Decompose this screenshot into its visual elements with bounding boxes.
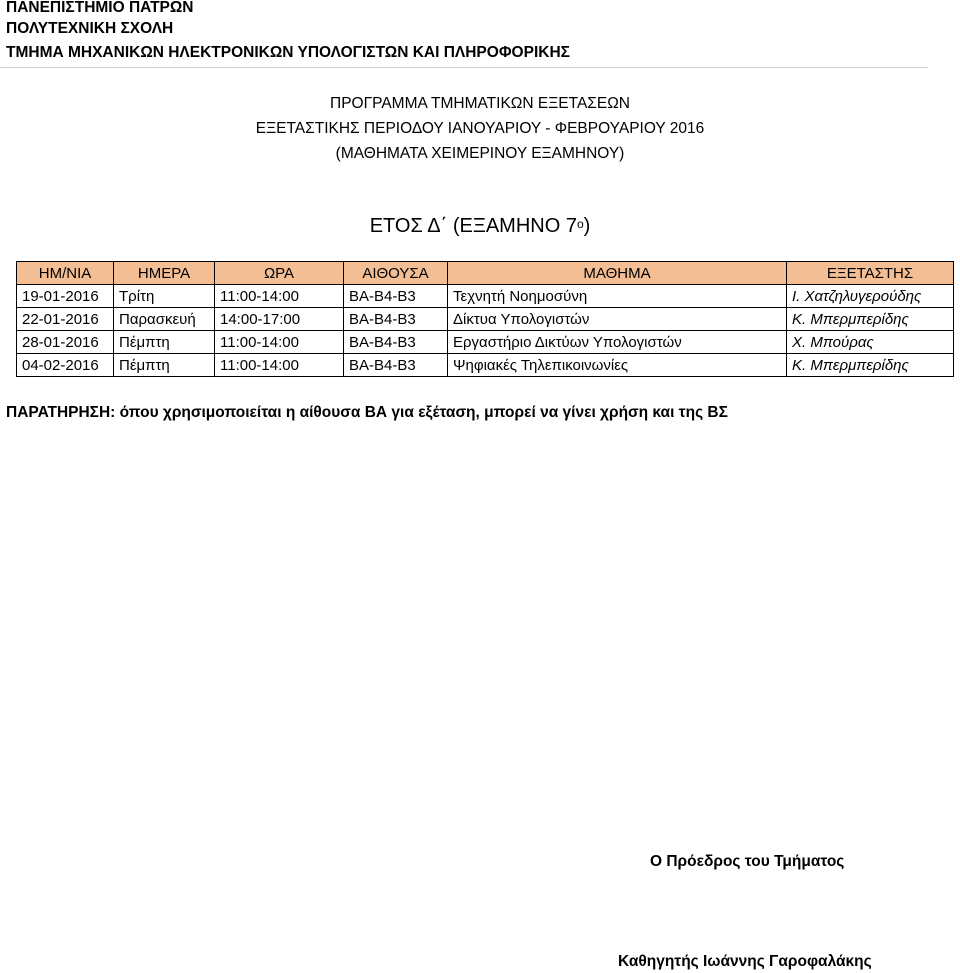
remark-note: ΠΑΡΑΤΗΡΗΣΗ: όπου χρησιμοποιείται η αίθουσα ΒΑ για εξέταση, μπορεί να γίνει χρήση και της ΒΣ — [6, 404, 728, 421]
header-examiner: ΕΞΕΤΑΣΤΗΣ — [787, 262, 954, 285]
course-cell: Τεχνητή Νοημοσύνη — [448, 285, 787, 308]
header-room: ΑΙΘΟΥΣΑ — [344, 262, 448, 285]
year-suffix: ) — [583, 215, 591, 237]
header-course: ΜΑΘΗΜΑ — [448, 262, 787, 285]
day-cell: Πέμπτη — [114, 331, 215, 354]
date-cell: 04-02-2016 — [17, 354, 114, 377]
course-cell: Εργαστήριο Δικτύων Υπολογιστών — [448, 331, 787, 354]
header-date: ΗΜ/ΝΙΑ — [17, 262, 114, 285]
time-cell: 11:00-14:00 — [215, 285, 344, 308]
day-cell: Παρασκευή — [114, 308, 215, 331]
table-row — [17, 308, 954, 331]
signature-name: Καθηγητής Ιωάννης Γαροφαλάκης — [618, 953, 872, 970]
table-header-row — [17, 262, 954, 285]
course-cell: Ψηφιακές Τηλεπικοινωνίες — [448, 354, 787, 377]
header-time: ΩΡΑ — [215, 262, 344, 285]
table-row — [17, 285, 954, 308]
schedule-title: ΠΡΟΓΡΑΜΜΑ ΤΜΗΜΑΤΙΚΩΝ ΕΞΕΤΑΣΕΩΝ — [330, 95, 630, 112]
department-name: ΤΜΗΜΑ ΜΗΧΑΝΙΚΩΝ ΗΛΕΚΤΡΟΝΙΚΩΝ ΥΠΟΛΟΓΙΣΤΩΝ ΚΑΙ ΠΛΗΡΟΦΟΡΙΚΗΣ — [6, 44, 570, 61]
time-cell: 14:00-17:00 — [215, 308, 344, 331]
day-cell: Πέμπτη — [114, 354, 215, 377]
room-cell: ΒΑ-Β4-Β3 — [344, 308, 448, 331]
examiner-cell: Ι. Χατζηλυγερούδης — [787, 285, 954, 308]
table-row — [17, 354, 954, 377]
exam-period: ΕΞΕΤΑΣΤΙΚΗΣ ΠΕΡΙΟΔΟΥ ΙΑΝΟΥΑΡΙΟΥ - ΦΕΒΡΟΥΑΡΙΟΥ 2016 — [255, 120, 705, 137]
header-day: ΗΜΕΡΑ — [114, 262, 215, 285]
time-cell: 11:00-14:00 — [215, 331, 344, 354]
course-cell: Δίκτυα Υπολογιστών — [448, 308, 787, 331]
exam-schedule-table — [16, 261, 954, 377]
date-cell: 28-01-2016 — [17, 331, 114, 354]
signature-role: Ο Πρόεδρος του Τμήματος — [650, 853, 845, 870]
table-row — [17, 331, 954, 354]
year-semester-heading — [0, 214, 960, 238]
room-cell: ΒΑ-Β4-Β3 — [344, 331, 448, 354]
semester-type: (ΜΑΘΗΜΑΤΑ ΧΕΙΜΕΡΙΝΟΥ ΕΞΑΜΗΝΟΥ) — [335, 145, 625, 162]
year-superscript: ο — [576, 217, 584, 231]
year-prefix: ΕΤΟΣ Δ΄ (ΕΞΑΜΗΝΟ 7 — [369, 215, 577, 237]
day-cell: Τρίτη — [114, 285, 215, 308]
header-divider — [0, 67, 928, 68]
room-cell: ΒΑ-Β4-Β3 — [344, 354, 448, 377]
time-cell: 11:00-14:00 — [215, 354, 344, 377]
examiner-cell: Χ. Μπούρας — [787, 331, 954, 354]
examiner-cell: Κ. Μπερμπερίδης — [787, 308, 954, 331]
university-name: ΠΑΝΕΠΙΣΤΗΜΙΟ ΠΑΤΡΩΝ — [6, 0, 194, 16]
room-cell: ΒΑ-Β4-Β3 — [344, 285, 448, 308]
examiner-cell: Κ. Μπερμπερίδης — [787, 354, 954, 377]
date-cell: 19-01-2016 — [17, 285, 114, 308]
date-cell: 22-01-2016 — [17, 308, 114, 331]
school-name: ΠΟΛΥΤΕΧΝΙΚΗ ΣΧΟΛΗ — [6, 20, 174, 37]
